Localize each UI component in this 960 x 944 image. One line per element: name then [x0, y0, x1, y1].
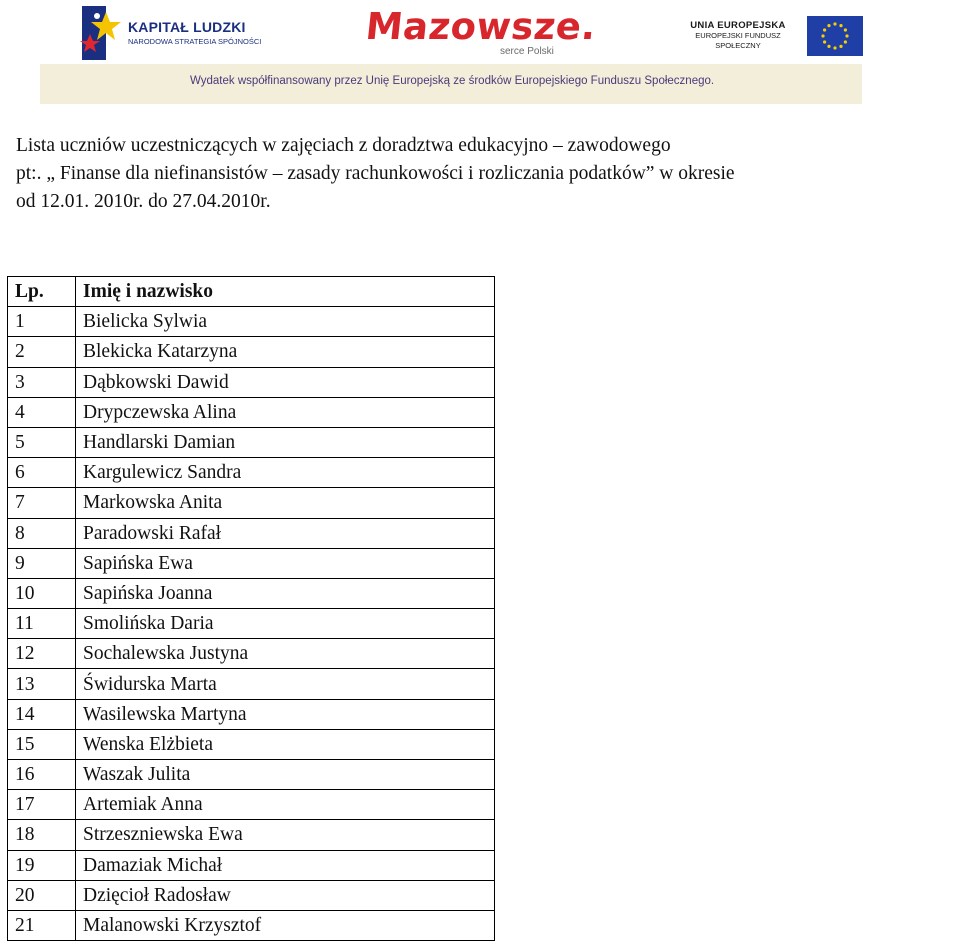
- student-name: Handlarski Damian: [76, 427, 495, 457]
- row-number: 19: [8, 850, 76, 880]
- student-name: Dzięcioł Radosław: [76, 880, 495, 910]
- student-name: Wasilewska Martyna: [76, 699, 495, 729]
- student-name: Sapińska Ewa: [76, 548, 495, 578]
- eu-logo-text: [673, 20, 803, 51]
- row-number: 14: [8, 699, 76, 729]
- header-name: Imię i nazwisko: [76, 277, 495, 307]
- row-number: 17: [8, 790, 76, 820]
- document-heading: [16, 132, 960, 216]
- student-name: Dąbkowski Dawid: [76, 367, 495, 397]
- student-name: Wenska Elżbieta: [76, 729, 495, 759]
- eu-line2: EUROPEJSKI FUNDUSZ: [695, 31, 781, 40]
- row-number: 15: [8, 729, 76, 759]
- row-number: 1: [8, 307, 76, 337]
- table-row: [8, 669, 495, 699]
- mazowsze-logo-text: Mazowsze.: [363, 5, 599, 48]
- row-number: 6: [8, 458, 76, 488]
- table-header-row: [8, 277, 495, 307]
- row-number: 21: [8, 910, 76, 940]
- table-row: [8, 427, 495, 457]
- row-number: 10: [8, 578, 76, 608]
- table-row: [8, 790, 495, 820]
- student-name: Waszak Julita: [76, 760, 495, 790]
- row-number: 7: [8, 488, 76, 518]
- table-row: [8, 458, 495, 488]
- table-row: [8, 729, 495, 759]
- student-name: Bielicka Sylwia: [76, 307, 495, 337]
- students-table: [7, 276, 495, 941]
- heading-line-2: pt:. „ Finanse dla niefinansistów – zasady rachunkowości i rozliczania podatków” w okresie: [16, 163, 735, 184]
- funding-note: Wydatek współfinansowany przez Unię Europejską ze środków Europejskiego Funduszu Społecznego.: [190, 75, 715, 87]
- mazowsze-logo-subtitle: serce Polski: [500, 46, 554, 57]
- student-name: Sochalewska Justyna: [76, 639, 495, 669]
- row-number: 16: [8, 760, 76, 790]
- student-name: Drypczewska Alina: [76, 397, 495, 427]
- row-number: 4: [8, 397, 76, 427]
- row-number: 8: [8, 518, 76, 548]
- table-row: [8, 760, 495, 790]
- row-number: 20: [8, 880, 76, 910]
- eu-line3: SPOŁECZNY: [715, 41, 761, 50]
- kapital-ludzki-subtitle: NARODOWA STRATEGIA SPÓJNOŚCI: [128, 37, 262, 46]
- student-name: Markowska Anita: [76, 488, 495, 518]
- student-name: Damaziak Michał: [76, 850, 495, 880]
- kapital-ludzki-title: KAPITAŁ LUDZKI: [128, 19, 246, 35]
- row-number: 2: [8, 337, 76, 367]
- row-number: 18: [8, 820, 76, 850]
- table-row: [8, 910, 495, 940]
- table-row: [8, 578, 495, 608]
- table-row: [8, 850, 495, 880]
- student-name: Smolińska Daria: [76, 609, 495, 639]
- table-row: [8, 548, 495, 578]
- student-name: Strzeszniewska Ewa: [76, 820, 495, 850]
- student-name: Artemiak Anna: [76, 790, 495, 820]
- kapital-ludzki-star-logo: [80, 4, 126, 62]
- table-row: [8, 609, 495, 639]
- table-row: [8, 307, 495, 337]
- eu-line1: UNIA EUROPEJSKA: [690, 20, 786, 31]
- table-row: [8, 699, 495, 729]
- row-number: 12: [8, 639, 76, 669]
- student-name: Paradowski Rafał: [76, 518, 495, 548]
- table-row: [8, 820, 495, 850]
- row-number: 11: [8, 609, 76, 639]
- table-row: [8, 397, 495, 427]
- header-banner: [40, 0, 862, 104]
- heading-line-1: Lista uczniów uczestniczących w zajęciach z doradztwa edukacyjno – zawodowego: [16, 135, 671, 156]
- student-name: Kargulewicz Sandra: [76, 458, 495, 488]
- table-row: [8, 367, 495, 397]
- header-lp: Lp.: [8, 277, 76, 307]
- table-row: [8, 518, 495, 548]
- row-number: 3: [8, 367, 76, 397]
- student-name: Malanowski Krzysztof: [76, 910, 495, 940]
- row-number: 5: [8, 427, 76, 457]
- student-name: Świdurska Marta: [76, 669, 495, 699]
- table-row: [8, 488, 495, 518]
- row-number: 13: [8, 669, 76, 699]
- eu-flag-icon: [807, 16, 863, 56]
- row-number: 9: [8, 548, 76, 578]
- table-row: [8, 880, 495, 910]
- student-name: Sapińska Joanna: [76, 578, 495, 608]
- heading-line-3: od 12.01. 2010r. do 27.04.2010r.: [16, 191, 271, 212]
- table-row: [8, 337, 495, 367]
- student-name: Blekicka Katarzyna: [76, 337, 495, 367]
- table-row: [8, 639, 495, 669]
